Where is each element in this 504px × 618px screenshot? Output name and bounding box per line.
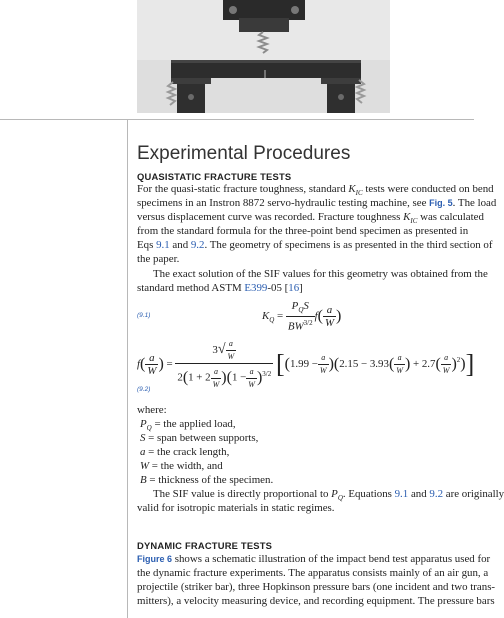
definition-item: $P_Q$ = the applied load, (140, 418, 236, 433)
text-line: the paper. (137, 253, 180, 265)
text-line: standard method ASTM E399-05 [16] (137, 282, 303, 294)
where-label: where: (137, 404, 167, 416)
equation-link[interactable]: 9.1 (394, 488, 409, 500)
equation-link[interactable]: 9.1 (156, 239, 170, 251)
definition-item: B = thickness of the specimen. (140, 474, 274, 486)
section-title: Experimental Procedures (137, 143, 351, 164)
text-line: For the quasi-static fracture toughness, standard $K_{IC}$ tests were conducted on bend (137, 183, 494, 198)
test-setup-photo (137, 0, 390, 113)
equation-link[interactable]: 9.2 (190, 239, 205, 251)
text-line: mitters), a velocity measuring device, and recording equipment. The pressure bars (137, 595, 495, 607)
text-line: projectile (striker bar), three Hopkinson pressure bars (one incident and two trans- (137, 581, 496, 593)
section-divider (0, 119, 474, 120)
text-line: Figure 6 shows a schematic illustration of the impact bend test apparatus used for (137, 553, 491, 565)
figure-link[interactable]: Fig. 5 (429, 198, 453, 208)
bend-test-illustration (137, 0, 390, 113)
standard-link[interactable]: E399 (244, 282, 268, 294)
text-line: versus displacement curve was recorded. Fracture toughness $K_{IC}$ was calculated (137, 211, 484, 226)
margin-rule (127, 119, 128, 618)
text-line: The SIF value is directly proportional to $P_Q$. Equations 9.1 and 9.2 are originally (153, 488, 504, 503)
text-line: The exact solution of the SIF values for this geometry was obtained from the (153, 268, 488, 280)
equation-label: (9.1) (137, 312, 151, 319)
figure-link[interactable]: Figure 6 (137, 554, 173, 564)
equation-9-2: f( $\frac{a}{W}$ ) = 3√ $\frac{a}{W}$ 2(1 + 2 $\frac{a}{W}$ )(1 − $\frac{a}{W}$ )$^{3/2}$ [(1.99 − $\frac{a}{W}$ )(2.15 − 3.93( $\frac{a}{W}$ ) + 2.7( $\frac{a}{W}$ )$^2$)] (137, 339, 475, 389)
text-line: valid for isotropic materials in static regimes. (137, 502, 335, 514)
definition-item: W = the width, and (140, 460, 223, 472)
text-line: Eqs 9.1 and 9.2. The geometry of specimens is as presented in the third section of (137, 239, 493, 251)
equation-9-1: $K_Q$ = $\frac{P_QS}{BW^{3/2}}$ f( $\frac{a}{W}$ ) (262, 300, 342, 333)
definition-item: S = span between supports, (140, 432, 259, 444)
subsection-title-quasistatic: QUASISTATIC FRACTURE TESTS (137, 171, 292, 182)
text-line: specimens in an Instron 8872 servo-hydraulic testing machine, see Fig. 5. The load (137, 197, 497, 209)
reference-link[interactable]: 16 (288, 282, 300, 294)
equation-label: (9.2) (137, 386, 151, 393)
text-line: from the standard formula for the three-point bend specimen as presented in (137, 225, 469, 237)
text-line: the dynamic fracture experiments. The apparatus consists mainly of an air gun, a (137, 567, 489, 579)
definition-item: a = the crack length, (140, 446, 230, 458)
subsection-title-dynamic: DYNAMIC FRACTURE TESTS (137, 540, 273, 551)
equation-link[interactable]: 9.2 (429, 488, 444, 500)
